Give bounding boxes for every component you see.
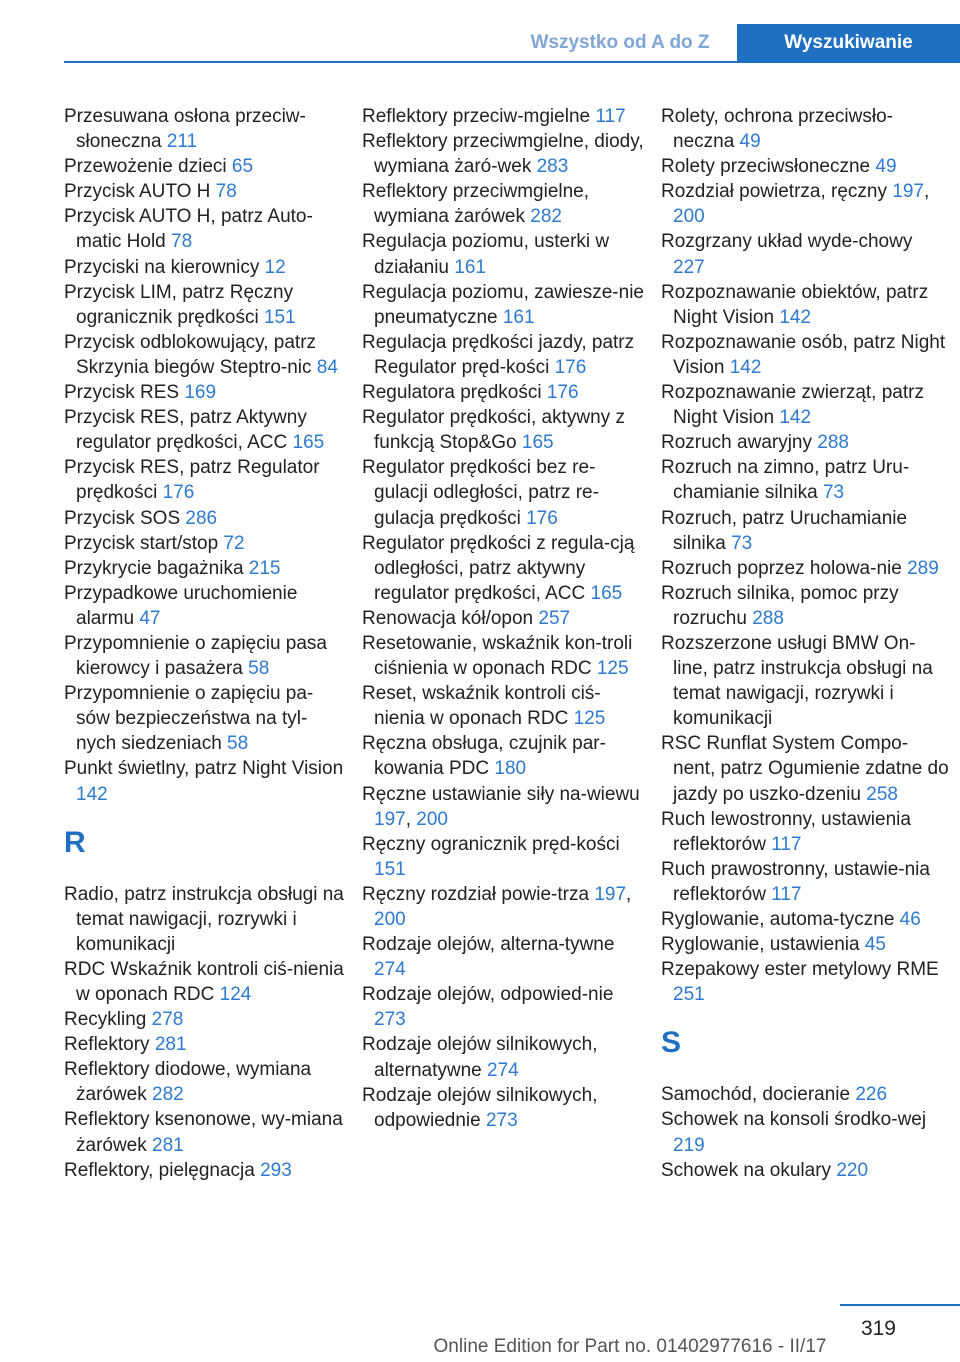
- index-entry: [64, 531, 346, 556]
- index-entry-text: Rozruch poprzez holowa-nie: [661, 557, 908, 579]
- index-entry: [362, 606, 648, 631]
- index-entry: [64, 154, 346, 179]
- index-entry-text: Rozruch na zimno, patrz Uru-chamianie silnika: [661, 457, 910, 504]
- page-number: 319: [860, 1317, 896, 1340]
- page-reference-link[interactable]: 288: [817, 432, 849, 454]
- index-entry-text: Regulacja poziomu, zawiesze-nie pneumatyczne: [362, 281, 644, 328]
- page-reference-link[interactable]: 142: [779, 407, 812, 429]
- page-reference-link[interactable]: 124: [219, 984, 252, 1005]
- index-entry: [362, 380, 648, 405]
- page-reference-link[interactable]: 257: [538, 607, 571, 629]
- index-entry-text: Rozgrzany układ wyde-chowy: [661, 231, 913, 253]
- page-reference-link[interactable]: 258: [866, 783, 898, 805]
- index-entry-text: Renowacja kół/opon: [362, 607, 539, 629]
- index-entry-text: Przewożenie dzieci: [64, 156, 232, 178]
- index-entry: [64, 1007, 346, 1032]
- page-reference-link[interactable]: 211: [166, 131, 198, 153]
- index-entry-text: Schowek na konsoli środko-wej: [661, 1109, 927, 1131]
- index-entry-text: Reflektory ksenonowe, wy-miana żarówek: [64, 1109, 343, 1156]
- page-reference-link[interactable]: 151: [374, 858, 406, 880]
- index-column-3: [661, 104, 949, 1183]
- page-reference-link[interactable]: 200: [374, 909, 406, 930]
- index-entry: [661, 104, 949, 154]
- index-entry: [362, 782, 648, 832]
- index-entry: [64, 506, 346, 531]
- index-entry-text: Przykrycie bagażnika: [64, 557, 249, 579]
- index-entry: [661, 280, 949, 330]
- index-entry: [362, 1032, 648, 1082]
- page-reference-link[interactable]: 286: [185, 507, 218, 529]
- index-entry-text: Przycisk AUTO H, patrz Auto-matic Hold: [64, 206, 313, 253]
- index-entry: [64, 1107, 346, 1157]
- index-column-2: [362, 104, 648, 1133]
- index-entry-text: Przycisk SOS: [64, 507, 186, 529]
- page-reference-link[interactable]: 151: [263, 306, 296, 328]
- index-entry: [64, 330, 346, 380]
- index-entry-text: Regulacja poziomu, usterki w działaniu: [362, 231, 610, 278]
- page-reference-link[interactable]: 278: [151, 1009, 184, 1031]
- index-entry-text: Reflektory: [64, 1034, 155, 1056]
- index-entry-text: Przycisk RES, patrz Aktywny regulator prędkości, ACC: [64, 407, 307, 454]
- index-entry: [64, 681, 346, 756]
- index-entry-text: Reflektory przeciwmgielne, diody, wymiana żaró-wek: [362, 131, 644, 178]
- page-reference-link[interactable]: 45: [864, 934, 886, 956]
- index-entry: [64, 380, 346, 405]
- index-entry: [64, 455, 346, 505]
- index-entry: [362, 280, 648, 330]
- page-reference-link[interactable]: 49: [739, 131, 761, 153]
- index-entry-text: Rozpoznawanie osób, patrz Night Vision: [661, 331, 946, 378]
- index-entry: [64, 204, 346, 254]
- edition-note: Online Edition for Part no. 01402977616 - II/17: [433, 1336, 827, 1357]
- index-entry: [661, 631, 949, 731]
- index-entry: [362, 882, 648, 932]
- index-entry-text: Rozruch, patrz Uruchamianie silnika: [661, 507, 908, 554]
- index-entry-text: Przypomnienie o zapięciu pasa kierowcy i pasażera: [64, 632, 327, 680]
- page-reference-link[interactable]: 78: [215, 181, 237, 203]
- page-reference-link[interactable]: 142: [76, 783, 108, 805]
- index-entry-text: Resetowanie, wskaźnik kon-troli ciśnienia w oponach RDC: [362, 632, 633, 680]
- index-entry-text: Rozpoznawanie obiektów, patrz Night Vision: [661, 281, 929, 328]
- index-entry-text: Przypomnienie o zapięciu pa-sów bezpieczeństwa na tyl-nych siedzeniach: [64, 683, 314, 755]
- page-reference-link[interactable]: 283: [536, 156, 569, 178]
- page-reference-link[interactable]: 46: [899, 909, 921, 930]
- page-reference-link[interactable]: 226: [855, 1084, 888, 1106]
- index-entry: [362, 129, 648, 179]
- page-reference-link[interactable]: 176: [554, 356, 587, 378]
- index-entry: [661, 731, 949, 806]
- index-entry: [661, 380, 949, 430]
- footer-divider: [840, 1304, 960, 1306]
- index-entry: [64, 1057, 346, 1107]
- index-entry: [64, 405, 346, 455]
- index-entry-text: Przycisk RES: [64, 382, 185, 404]
- page-reference-link[interactable]: 117: [771, 883, 802, 905]
- page-reference-link[interactable]: 281: [152, 1134, 184, 1156]
- index-entry-text: Ryglowanie, automa-tyczne: [661, 909, 900, 930]
- section-letter: S: [661, 1026, 682, 1060]
- index-entry-text: Radio, patrz instrukcja obsługi na temat nawigacji, rozrywki i komunikacji: [64, 883, 344, 955]
- index-entry: [64, 1158, 346, 1183]
- index-entry: [362, 179, 648, 229]
- index-entry-text: Przyciski na kierownicy: [64, 256, 265, 278]
- index-entry-text: Reset, wskaźnik kontroli ciś-nienia w oponach RDC: [362, 683, 601, 730]
- page-reference-link[interactable]: 273: [374, 1009, 406, 1031]
- page-reference-link[interactable]: 251: [673, 984, 705, 1006]
- page-reference-link[interactable]: 58: [248, 658, 270, 680]
- index-entry: [362, 229, 648, 279]
- index-entry-text: Rodzaje olejów silnikowych, alternatywne: [362, 1034, 598, 1081]
- index-entry: [64, 631, 346, 681]
- index-entry: [661, 556, 949, 581]
- page-reference-link[interactable]: 180: [494, 758, 527, 780]
- index-entry-text: RSC Runflat System Compo-nent, patrz Ogumienie zdatne do jazdy po uszko-dzeniu: [661, 733, 949, 805]
- index-entry-text: Reflektory przeciwmgielne, wymiana żarówek: [362, 181, 590, 228]
- index-entry-text: Przycisk RES, patrz Regulator prędkości: [64, 457, 320, 504]
- page-reference-link[interactable]: 197: [892, 181, 924, 203]
- page-reference-link[interactable]: 142: [779, 306, 812, 328]
- page-reference-link[interactable]: 273: [485, 1109, 518, 1131]
- index-entry: [661, 907, 949, 932]
- page-reference-link[interactable]: 47: [139, 607, 161, 629]
- index-entry: [661, 179, 949, 229]
- index-entry-text: Samochód, docieranie: [661, 1084, 856, 1106]
- index-entry-text: Przycisk start/stop: [64, 532, 224, 554]
- ref-separator: ,: [626, 883, 632, 905]
- page-reference-link[interactable]: 215: [248, 557, 281, 579]
- page-reference-link[interactable]: 84: [316, 356, 338, 378]
- index-entry: [661, 154, 949, 179]
- ref-separator: ,: [923, 181, 930, 203]
- page-reference-link[interactable]: 165: [521, 432, 554, 454]
- page-reference-link[interactable]: 219: [673, 1134, 705, 1156]
- index-entry-text: Punkt świetlny, patrz Night Vision: [64, 758, 344, 780]
- page-reference-link[interactable]: 165: [590, 582, 623, 604]
- index-entry-text: Rozruch awaryjny: [661, 432, 818, 454]
- page-reference-link[interactable]: 117: [595, 106, 626, 127]
- index-entry-text: Przypadkowe uruchomienie alarmu: [64, 582, 298, 629]
- index-entry: [64, 581, 346, 631]
- index-entry-text: Recykling: [64, 1009, 152, 1031]
- index-entry-text: Rodzaje olejów, odpowied-nie: [362, 984, 614, 1006]
- index-entry-text: Schowek na okulary: [661, 1159, 837, 1181]
- page-reference-link[interactable]: 73: [822, 482, 845, 504]
- index-entry: [362, 104, 648, 129]
- page-reference-link[interactable]: 200: [673, 206, 705, 228]
- index-entry: [64, 882, 346, 957]
- index-entry: [661, 581, 949, 631]
- page-reference-link[interactable]: 197: [374, 808, 406, 830]
- index-entry-text: Reflektory diodowe, wymiana żarówek: [64, 1059, 312, 1106]
- page-reference-link[interactable]: 289: [907, 557, 939, 579]
- index-entry: [64, 179, 346, 204]
- index-entry: [661, 807, 949, 857]
- index-entry: [64, 957, 346, 1007]
- index-entry-text: Przesuwana osłona przeciw-słoneczna: [64, 106, 306, 153]
- page-reference-link[interactable]: 73: [731, 532, 753, 554]
- page-reference-link[interactable]: 161: [502, 306, 535, 328]
- index-entry-text: Ruch prawostronny, ustawie-nia reflektorów: [661, 858, 930, 905]
- index-entry: [362, 531, 648, 606]
- index-entry: [661, 229, 949, 279]
- index-entry: [362, 982, 648, 1032]
- index-entry-text: Ryglowanie, ustawienia: [661, 934, 865, 956]
- page-reference-link[interactable]: 65: [231, 156, 254, 178]
- index-entry-text: RDC Wskaźnik kontroli ciś-nienia w oponach RDC: [64, 958, 344, 1005]
- index-entry-text: Rolety przeciwsłoneczne: [661, 156, 876, 178]
- index-entry: [362, 932, 648, 982]
- index-entry: [661, 1158, 949, 1183]
- page-reference-link[interactable]: 78: [171, 231, 193, 253]
- index-entry: [362, 731, 648, 781]
- index-entry: [362, 1083, 648, 1133]
- index-entry: [362, 681, 648, 731]
- index-entry-text: Ręczne ustawianie siły na-wiewu: [362, 783, 640, 805]
- index-entry: [362, 832, 648, 882]
- index-entry-text: Regulator prędkości, aktywny z funkcją Stop&Go: [362, 407, 625, 454]
- page-reference-link[interactable]: 282: [530, 206, 562, 228]
- index-entry-text: Przycisk LIM, patrz Ręczny ogranicznik prędkości: [64, 281, 294, 328]
- index-entry-text: Rolety, ochrona przeciwsło-neczna: [661, 106, 893, 153]
- page-reference-link[interactable]: 176: [546, 382, 579, 404]
- index-entry: [661, 1107, 949, 1157]
- index-column-1: [64, 104, 346, 1183]
- index-entry-text: Przycisk odblokowujący, patrz Skrzynia biegów Steptro-nic: [64, 331, 317, 378]
- index-entry: [661, 1082, 949, 1107]
- index-entry: [64, 255, 346, 280]
- index-entry-text: Reflektory, pielęgnacja: [64, 1159, 261, 1181]
- page-reference-link[interactable]: 58: [227, 733, 249, 755]
- index-entry-text: Regulator prędkości bez re-gulacji odległości, patrz re-gulacja prędkości: [362, 457, 599, 529]
- index-entry: [362, 330, 648, 380]
- index-entry-text: Regulator prędkości z regula-cją odległości, patrz aktywny regulator prędkości, ACC: [362, 532, 635, 604]
- page-reference-link[interactable]: 161: [454, 256, 486, 278]
- index-entry: [661, 857, 949, 907]
- index-entry: [661, 506, 949, 556]
- tab-section-a-to-z[interactable]: Wszystko od A do Z: [530, 32, 710, 53]
- section-letter: R: [64, 825, 86, 859]
- page-reference-link[interactable]: 72: [223, 532, 245, 554]
- page-reference-link[interactable]: 197: [594, 883, 627, 905]
- index-entry-text: Ręczny rozdział powie-trza: [362, 883, 595, 905]
- page-reference-link[interactable]: 227: [673, 256, 705, 278]
- index-entry-text: Ręczna obsługa, czujnik par-kowania PDC: [362, 733, 606, 780]
- index-entry: [64, 556, 346, 581]
- ref-separator: ,: [405, 808, 417, 830]
- index-entry: [661, 455, 949, 505]
- index-entry: [362, 631, 648, 681]
- page-reference-link[interactable]: 274: [374, 959, 406, 981]
- index-entry: [661, 932, 949, 957]
- index-entry: [661, 330, 949, 380]
- index-entry-text: Regulatora prędkości: [362, 382, 547, 404]
- index-entry-text: Ręczny ogranicznik pręd-kości: [362, 833, 620, 855]
- index-entry: [362, 455, 648, 530]
- page-reference-link[interactable]: 169: [184, 382, 217, 404]
- page-reference-link[interactable]: 125: [596, 658, 629, 680]
- page-reference-link[interactable]: 125: [573, 708, 606, 730]
- page-reference-link[interactable]: 176: [162, 482, 195, 504]
- page-reference-link[interactable]: 117: [771, 833, 802, 855]
- index-entry: [64, 280, 346, 330]
- page-reference-link[interactable]: 12: [264, 256, 286, 278]
- page-reference-link[interactable]: 165: [292, 432, 325, 454]
- index-entry: [64, 1032, 346, 1057]
- index-entry-text: Przycisk AUTO H: [64, 181, 216, 203]
- index-entry-text: Regulacja prędkości jazdy, patrz Regulator pręd-kości: [362, 331, 635, 378]
- page-reference-link[interactable]: 281: [154, 1034, 187, 1056]
- tab-search[interactable]: Wyszukiwanie: [737, 24, 960, 61]
- index-entry-text: Ruch lewostronny, ustawienia reflektorów: [661, 808, 911, 855]
- page-reference-link[interactable]: 142: [729, 356, 762, 378]
- index-entry-text: Reflektory przeciw-mgielne: [362, 106, 596, 127]
- page-reference-link[interactable]: 200: [416, 808, 448, 830]
- page-reference-link[interactable]: 293: [260, 1159, 292, 1181]
- index-entry-text: Rozpoznawanie zwierząt, patrz Night Vision: [661, 382, 924, 429]
- index-entry-text: Rodzaje olejów silnikowych, odpowiednie: [362, 1084, 598, 1131]
- index-entry: [362, 405, 648, 455]
- page-reference-link[interactable]: 274: [487, 1059, 519, 1081]
- index-entry-text: Rzepakowy ester metylowy RME: [661, 959, 939, 981]
- page-header: [0, 0, 960, 62]
- page-reference-link[interactable]: 49: [875, 156, 897, 178]
- page-reference-link[interactable]: 220: [836, 1159, 869, 1181]
- index-entry-text: Rodzaje olejów, alterna-tywne: [362, 934, 615, 956]
- index-entry: [64, 756, 346, 806]
- page-reference-link[interactable]: 288: [752, 607, 784, 629]
- page-reference-link[interactable]: 282: [152, 1084, 184, 1106]
- index-entry: [661, 957, 949, 1007]
- header-divider: [64, 61, 960, 63]
- page-reference-link[interactable]: 176: [526, 507, 558, 529]
- index-entry-text: Rozdział powietrza, ręczny: [661, 181, 893, 203]
- index-entry: [661, 430, 949, 455]
- index-entry: [64, 104, 346, 154]
- index-entry-text: Rozszerzone usługi BMW On-line, patrz instrukcja obsługi na temat nawigacji, rozrywki i komunikacji: [661, 632, 933, 730]
- index-entry-text: Rozruch silnika, pomoc przy rozruchu: [661, 582, 899, 629]
